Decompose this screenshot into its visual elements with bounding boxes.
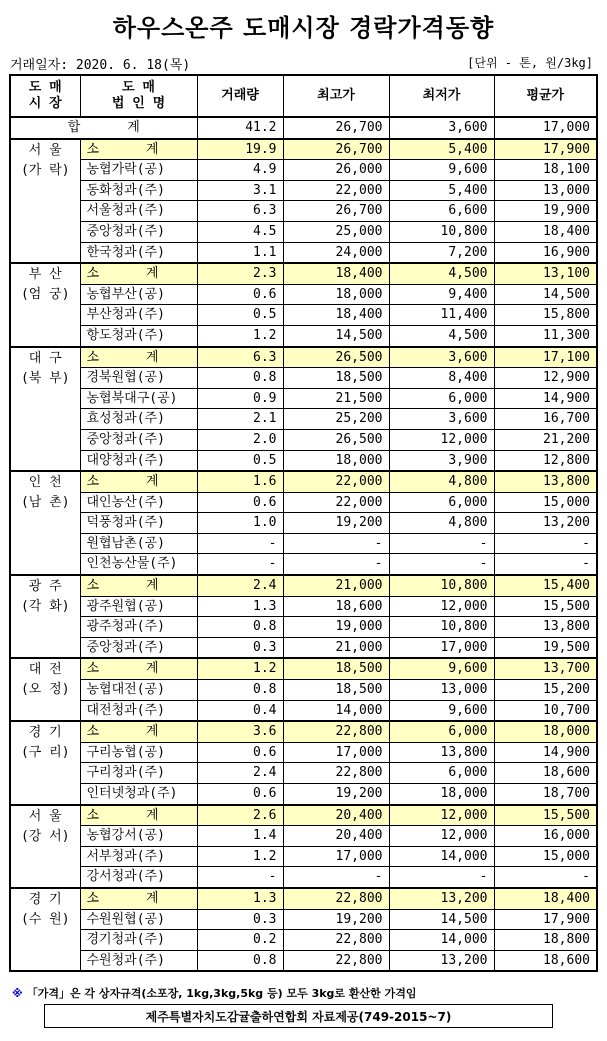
corp-name: 항도청과(주): [80, 325, 197, 346]
market-area: (북 부): [20, 370, 70, 386]
volume-cell: 0.8: [197, 368, 283, 389]
table-row: [10, 450, 597, 471]
subtotal-label: 소 계: [80, 263, 197, 284]
market-name: 광 주: [28, 579, 62, 595]
volume-cell: -: [197, 533, 283, 554]
price-table: [9, 74, 598, 972]
corp-name: 강서청과(주): [80, 867, 197, 888]
table-row: [10, 930, 597, 951]
subtotal-avg: 18,000: [494, 721, 597, 742]
min-price-cell: 14,000: [389, 930, 494, 951]
avg-price-cell: 12,800: [494, 450, 597, 471]
avg-price-cell: -: [494, 554, 597, 575]
volume-cell: 0.8: [197, 950, 283, 971]
subtotal-avg: 15,500: [494, 805, 597, 826]
subtotal-row: [10, 347, 597, 368]
max-price-cell: 22,800: [283, 930, 389, 951]
table-row: [10, 950, 597, 971]
volume-cell: 0.9: [197, 388, 283, 409]
table-row: [10, 617, 597, 638]
avg-price-cell: -: [494, 533, 597, 554]
table-row: [10, 305, 597, 326]
table-row: [10, 596, 597, 617]
table-body: [10, 117, 597, 971]
avg-price-cell: 13,000: [494, 180, 597, 201]
table-row: [10, 533, 597, 554]
volume-cell: 3.1: [197, 180, 283, 201]
min-price-cell: 9,600: [389, 700, 494, 721]
max-price-cell: 26,700: [283, 201, 389, 222]
subtotal-volume: 2.3: [197, 263, 283, 284]
min-price-cell: 10,800: [389, 617, 494, 638]
max-price-cell: 21,000: [283, 637, 389, 658]
volume-cell: 2.0: [197, 429, 283, 450]
avg-price-cell: -: [494, 867, 597, 888]
avg-price-cell: 14,900: [494, 742, 597, 763]
corp-name: 구리농협(공): [80, 742, 197, 763]
corp-name: 농협부산(공): [80, 284, 197, 305]
min-price-cell: 3,600: [389, 409, 494, 430]
header-min: 최저가: [389, 75, 494, 117]
price-note: [12, 985, 416, 1001]
subtotal-label: 소 계: [80, 721, 197, 742]
table-row: [10, 846, 597, 867]
volume-cell: 0.3: [197, 909, 283, 930]
max-price-cell: 19,000: [283, 617, 389, 638]
volume-cell: 0.6: [197, 284, 283, 305]
max-price-cell: 18,500: [283, 368, 389, 389]
min-price-cell: 12,000: [389, 429, 494, 450]
subtotal-label: 소 계: [80, 139, 197, 160]
subtotal-row: [10, 888, 597, 909]
corp-name: 부산청과(주): [80, 305, 197, 326]
min-price-cell: 14,500: [389, 909, 494, 930]
corp-name: 서울청과(주): [80, 201, 197, 222]
subtotal-volume: 1.2: [197, 658, 283, 679]
subtotal-avg: 17,900: [494, 139, 597, 160]
subtotal-max: 26,500: [283, 347, 389, 368]
subtotal-volume: 1.3: [197, 888, 283, 909]
table-row: [10, 784, 597, 805]
market-name: 인 천: [28, 475, 62, 491]
table-row: [10, 325, 597, 346]
total-max: 26,700: [283, 117, 389, 139]
corp-name: 중앙청과(주): [80, 221, 197, 242]
min-price-cell: 9,600: [389, 160, 494, 181]
min-price-cell: 6,000: [389, 763, 494, 784]
table-row: [10, 368, 597, 389]
header-avg: 평균가: [494, 75, 597, 117]
volume-cell: 0.6: [197, 742, 283, 763]
table-row: [10, 554, 597, 575]
volume-cell: 4.5: [197, 221, 283, 242]
corp-name: 효성청과(주): [80, 409, 197, 430]
min-price-cell: -: [389, 867, 494, 888]
corp-name: 중앙청과(주): [80, 429, 197, 450]
header-market-line2: 시 장: [28, 96, 62, 111]
table-row: [10, 909, 597, 930]
max-price-cell: 21,500: [283, 388, 389, 409]
corp-name: 수원청과(주): [80, 950, 197, 971]
table-row: [10, 160, 597, 181]
max-price-cell: -: [283, 533, 389, 554]
subtotal-volume: 2.6: [197, 805, 283, 826]
volume-cell: -: [197, 554, 283, 575]
subtotal-max: 21,000: [283, 575, 389, 596]
avg-price-cell: 10,700: [494, 700, 597, 721]
market-area: (수 원): [20, 911, 70, 927]
min-price-cell: 12,000: [389, 596, 494, 617]
subtotal-label: 소 계: [80, 471, 197, 492]
note-symbol: ※: [12, 987, 23, 1000]
max-price-cell: 17,000: [283, 742, 389, 763]
market-cell: [10, 805, 80, 888]
avg-price-cell: 18,400: [494, 221, 597, 242]
avg-price-cell: 18,600: [494, 950, 597, 971]
min-price-cell: 9,400: [389, 284, 494, 305]
min-price-cell: -: [389, 533, 494, 554]
table-row: [10, 409, 597, 430]
corp-name: 광주청과(주): [80, 617, 197, 638]
avg-price-cell: 18,700: [494, 784, 597, 805]
corp-name: 한국청과(주): [80, 242, 197, 263]
avg-price-cell: 17,900: [494, 909, 597, 930]
min-price-cell: 8,400: [389, 368, 494, 389]
header-max: 최고가: [283, 75, 389, 117]
max-price-cell: 22,000: [283, 180, 389, 201]
market-area: (엄 궁): [20, 287, 70, 303]
unit-label: [단위 - 톤, 원/3kg]: [467, 56, 593, 70]
min-price-cell: 14,000: [389, 846, 494, 867]
table-row: [10, 492, 597, 513]
subtotal-row: [10, 263, 597, 284]
table-row: [10, 763, 597, 784]
header-corp-line2: 법 인 명: [111, 96, 166, 111]
header-volume: 거래량: [197, 75, 283, 117]
min-price-cell: 12,000: [389, 826, 494, 847]
corp-name: 광주원협(공): [80, 596, 197, 617]
corp-name: 수원원협(공): [80, 909, 197, 930]
subtotal-min: 10,800: [389, 575, 494, 596]
table-row: [10, 429, 597, 450]
volume-cell: 0.6: [197, 784, 283, 805]
subtotal-max: 18,400: [283, 263, 389, 284]
subtotal-min: 12,000: [389, 805, 494, 826]
header-market: [10, 75, 80, 117]
source-footer: 제주특별자치도감귤출하연합회 자료제공(749-2015~7): [44, 1004, 553, 1028]
max-price-cell: 18,600: [283, 596, 389, 617]
min-price-cell: 4,500: [389, 325, 494, 346]
volume-cell: 1.2: [197, 325, 283, 346]
subtotal-max: 18,500: [283, 658, 389, 679]
table-row: [10, 742, 597, 763]
corp-name: 농협북대구(공): [80, 388, 197, 409]
market-cell: [10, 721, 80, 804]
corp-name: 구리청과(주): [80, 763, 197, 784]
subtotal-row: [10, 575, 597, 596]
min-price-cell: 13,200: [389, 950, 494, 971]
market-area: (각 화): [20, 599, 70, 615]
corp-name: 인천농산물(주): [80, 554, 197, 575]
volume-cell: 1.4: [197, 826, 283, 847]
subtotal-avg: 18,400: [494, 888, 597, 909]
table-row: [10, 242, 597, 263]
market-area: (강 서): [20, 828, 70, 844]
corp-name: 원협남촌(공): [80, 533, 197, 554]
subtotal-row: [10, 471, 597, 492]
avg-price-cell: 15,800: [494, 305, 597, 326]
total-avg: 17,000: [494, 117, 597, 139]
subtotal-max: 22,800: [283, 888, 389, 909]
max-price-cell: -: [283, 554, 389, 575]
volume-cell: 0.2: [197, 930, 283, 951]
header-row: [10, 75, 597, 117]
subtotal-max: 20,400: [283, 805, 389, 826]
table-row: [10, 680, 597, 701]
volume-cell: 0.5: [197, 450, 283, 471]
max-price-cell: 19,200: [283, 513, 389, 534]
subtotal-row: [10, 658, 597, 679]
market-area: (가 락): [20, 162, 70, 178]
corp-name: 인터넷청과(주): [80, 784, 197, 805]
min-price-cell: 17,000: [389, 637, 494, 658]
subtotal-label: 소 계: [80, 888, 197, 909]
subtotal-row: [10, 805, 597, 826]
volume-cell: 1.1: [197, 242, 283, 263]
subtotal-avg: 13,800: [494, 471, 597, 492]
subtotal-label: 소 계: [80, 805, 197, 826]
subtotal-min: 5,400: [389, 139, 494, 160]
total-volume: 41.2: [197, 117, 283, 139]
max-price-cell: 14,500: [283, 325, 389, 346]
min-price-cell: 7,200: [389, 242, 494, 263]
note-text: 「가격」은 각 상자규격(소포장, 1kg,3kg,5kg 등) 모두 3kg로 환산한 가격임: [26, 987, 417, 1000]
subtotal-row: [10, 139, 597, 160]
table-row: [10, 826, 597, 847]
corp-name: 중앙청과(주): [80, 637, 197, 658]
corp-name: 농협대전(공): [80, 680, 197, 701]
market-cell: [10, 347, 80, 472]
market-name: 서 울: [28, 142, 62, 158]
max-price-cell: 18,500: [283, 680, 389, 701]
subtotal-label: 소 계: [80, 347, 197, 368]
subtotal-avg: 17,100: [494, 347, 597, 368]
corp-name: 동화청과(주): [80, 180, 197, 201]
volume-cell: 4.9: [197, 160, 283, 181]
volume-cell: 2.1: [197, 409, 283, 430]
max-price-cell: 24,000: [283, 242, 389, 263]
corp-name: 경북원협(공): [80, 368, 197, 389]
market-cell: [10, 139, 80, 264]
table-row: [10, 388, 597, 409]
corp-name: 농협강서(공): [80, 826, 197, 847]
market-name: 대 전: [28, 662, 62, 678]
avg-price-cell: 14,500: [494, 284, 597, 305]
subtotal-volume: 6.3: [197, 347, 283, 368]
market-cell: [10, 888, 80, 971]
table-row: [10, 180, 597, 201]
avg-price-cell: 19,500: [494, 637, 597, 658]
total-label: 합 계: [10, 117, 197, 139]
header-corp: [80, 75, 197, 117]
market-cell: [10, 263, 80, 346]
avg-price-cell: 18,600: [494, 763, 597, 784]
min-price-cell: 13,800: [389, 742, 494, 763]
market-name: 경 기: [28, 891, 62, 907]
corp-name: 덕풍청과(주): [80, 513, 197, 534]
page-title: 하우스온주 도매시장 경락가격동향: [112, 14, 495, 42]
subtotal-min: 4,800: [389, 471, 494, 492]
avg-price-cell: 18,100: [494, 160, 597, 181]
total-row: [10, 117, 597, 139]
avg-price-cell: 13,200: [494, 513, 597, 534]
corp-name: 대양청과(주): [80, 450, 197, 471]
max-price-cell: 22,800: [283, 763, 389, 784]
header-corp-line1: 도 매: [122, 80, 155, 95]
corp-name: 대전청과(주): [80, 700, 197, 721]
avg-price-cell: 16,000: [494, 826, 597, 847]
min-price-cell: 6,000: [389, 492, 494, 513]
max-price-cell: 26,500: [283, 429, 389, 450]
subtotal-min: 3,600: [389, 347, 494, 368]
subtotal-max: 26,700: [283, 139, 389, 160]
market-cell: [10, 575, 80, 658]
table-row: [10, 637, 597, 658]
min-price-cell: 5,400: [389, 180, 494, 201]
subtotal-max: 22,800: [283, 721, 389, 742]
avg-price-cell: 18,800: [494, 930, 597, 951]
subtotal-min: 6,000: [389, 721, 494, 742]
max-price-cell: 20,400: [283, 826, 389, 847]
max-price-cell: 18,000: [283, 450, 389, 471]
market-cell: [10, 658, 80, 721]
subtotal-volume: 1.6: [197, 471, 283, 492]
corp-name: 경기청과(주): [80, 930, 197, 951]
subtotal-volume: 2.4: [197, 575, 283, 596]
max-price-cell: 18,400: [283, 305, 389, 326]
market-name: 대 구: [28, 350, 62, 366]
table-row: [10, 221, 597, 242]
volume-cell: 0.5: [197, 305, 283, 326]
trade-date: 거래일자: 2020. 6. 18(목): [10, 58, 191, 73]
avg-price-cell: 21,200: [494, 429, 597, 450]
table-row: [10, 284, 597, 305]
min-price-cell: 6,000: [389, 388, 494, 409]
max-price-cell: 18,000: [283, 284, 389, 305]
table-row: [10, 513, 597, 534]
volume-cell: 0.8: [197, 680, 283, 701]
subtotal-volume: 3.6: [197, 721, 283, 742]
max-price-cell: -: [283, 867, 389, 888]
volume-cell: 1.3: [197, 596, 283, 617]
subtotal-min: 13,200: [389, 888, 494, 909]
subtotal-label: 소 계: [80, 575, 197, 596]
subtotal-max: 22,000: [283, 471, 389, 492]
min-price-cell: 3,900: [389, 450, 494, 471]
subtotal-label: 소 계: [80, 658, 197, 679]
table-row: [10, 867, 597, 888]
subtotal-avg: 13,100: [494, 263, 597, 284]
header-market-line1: 도 매: [28, 80, 62, 95]
avg-price-cell: 16,700: [494, 409, 597, 430]
min-price-cell: 13,000: [389, 680, 494, 701]
volume-cell: 0.6: [197, 492, 283, 513]
subtotal-volume: 19.9: [197, 139, 283, 160]
corp-name: 대인농산(주): [80, 492, 197, 513]
volume-cell: 0.3: [197, 637, 283, 658]
avg-price-cell: 15,000: [494, 492, 597, 513]
table-row: [10, 700, 597, 721]
total-min: 3,600: [389, 117, 494, 139]
market-name: 서 울: [28, 808, 62, 824]
avg-price-cell: 14,900: [494, 388, 597, 409]
max-price-cell: 22,800: [283, 950, 389, 971]
max-price-cell: 25,000: [283, 221, 389, 242]
max-price-cell: 19,200: [283, 784, 389, 805]
table-row: [10, 201, 597, 222]
avg-price-cell: 15,200: [494, 680, 597, 701]
subtotal-min: 4,500: [389, 263, 494, 284]
avg-price-cell: 12,900: [494, 368, 597, 389]
min-price-cell: 10,800: [389, 221, 494, 242]
market-area: (남 촌): [20, 495, 70, 511]
min-price-cell: 11,400: [389, 305, 494, 326]
volume-cell: -: [197, 867, 283, 888]
market-name: 부 산: [28, 267, 62, 283]
min-price-cell: 18,000: [389, 784, 494, 805]
market-cell: [10, 471, 80, 575]
volume-cell: 0.8: [197, 617, 283, 638]
corp-name: 농협가락(공): [80, 160, 197, 181]
max-price-cell: 19,200: [283, 909, 389, 930]
corp-name: 서부청과(주): [80, 846, 197, 867]
max-price-cell: 22,000: [283, 492, 389, 513]
min-price-cell: -: [389, 554, 494, 575]
volume-cell: 1.2: [197, 846, 283, 867]
volume-cell: 2.4: [197, 763, 283, 784]
avg-price-cell: 19,900: [494, 201, 597, 222]
max-price-cell: 14,000: [283, 700, 389, 721]
avg-price-cell: 15,500: [494, 596, 597, 617]
market-area: (오 정): [20, 682, 70, 698]
volume-cell: 0.4: [197, 700, 283, 721]
market-name: 경 기: [28, 725, 62, 741]
avg-price-cell: 13,800: [494, 617, 597, 638]
max-price-cell: 17,000: [283, 846, 389, 867]
avg-price-cell: 16,900: [494, 242, 597, 263]
min-price-cell: 6,600: [389, 201, 494, 222]
subtotal-avg: 13,700: [494, 658, 597, 679]
subtotal-avg: 15,400: [494, 575, 597, 596]
max-price-cell: 25,200: [283, 409, 389, 430]
volume-cell: 6.3: [197, 201, 283, 222]
subtotal-min: 9,600: [389, 658, 494, 679]
avg-price-cell: 11,300: [494, 325, 597, 346]
avg-price-cell: 15,000: [494, 846, 597, 867]
max-price-cell: 26,000: [283, 160, 389, 181]
market-area: (구 리): [20, 745, 70, 761]
min-price-cell: 4,800: [389, 513, 494, 534]
subtotal-row: [10, 721, 597, 742]
volume-cell: 1.0: [197, 513, 283, 534]
